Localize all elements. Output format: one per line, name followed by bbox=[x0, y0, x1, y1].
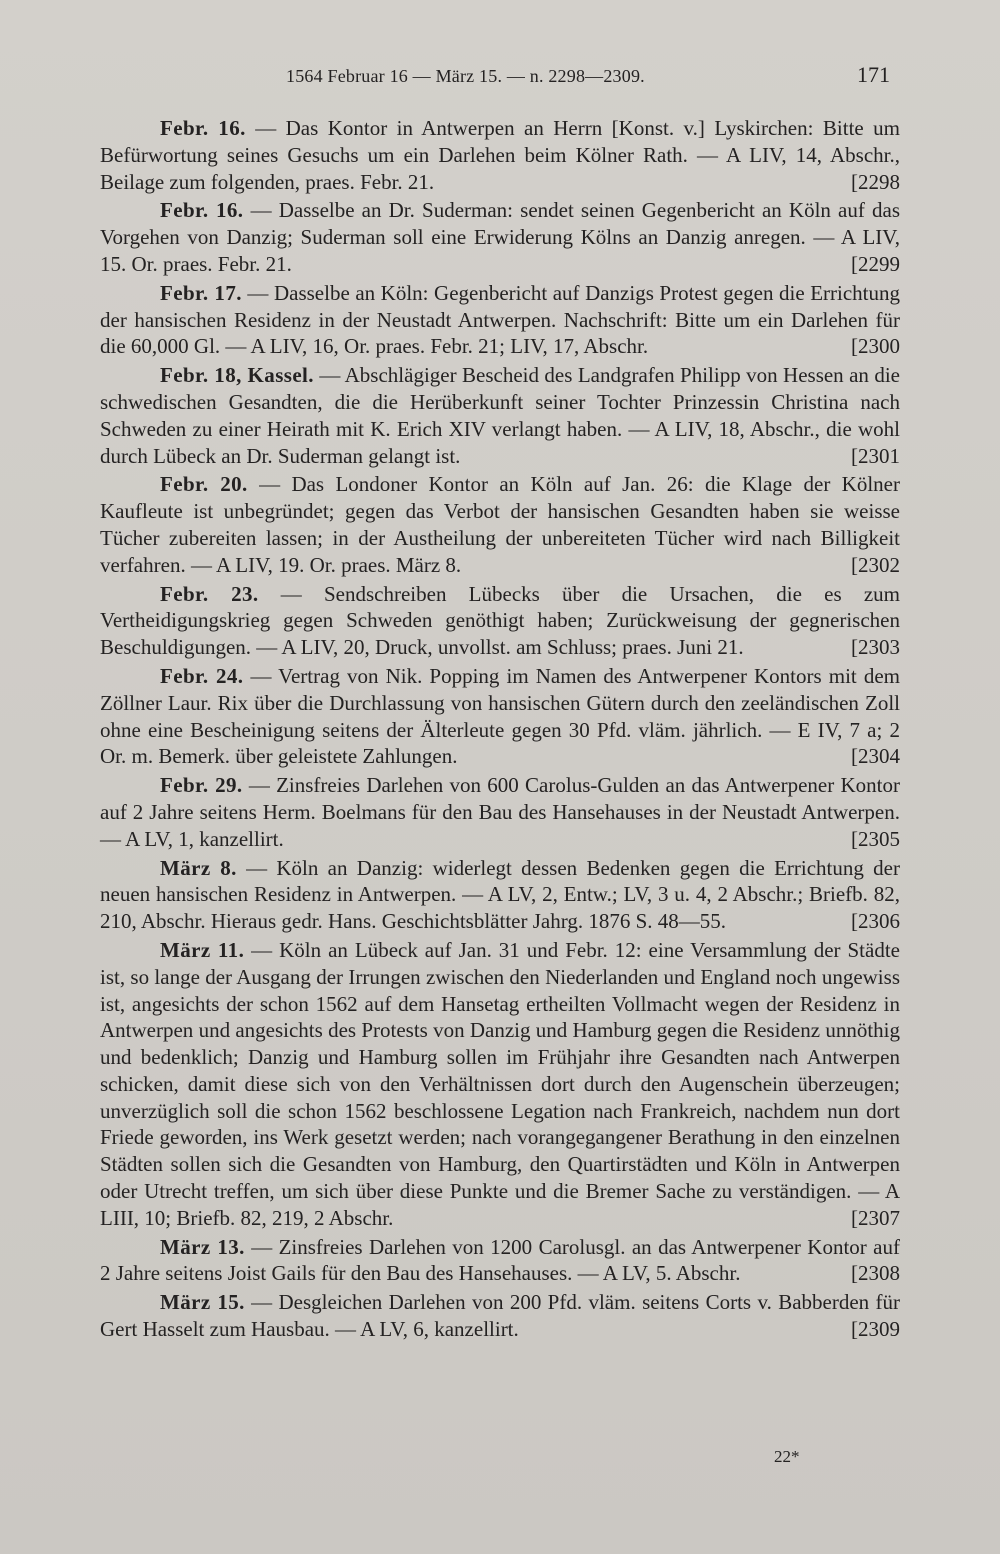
entry-text: — Zinsfreies Darlehen von 600 Carolus-Gulden an das Antwerpener Kontor auf 2 Jahre seitens Herm. Boelmans für den Bau des Hansehauses in der Neustadt Antwerpen. — A LV, 1, kanzellirt. bbox=[100, 773, 900, 851]
entry-date: Febr. 20. bbox=[160, 472, 248, 497]
entry-date: März 15. bbox=[160, 1290, 245, 1315]
entry-text: — Zinsfreies Darlehen von 1200 Carolusgl. an das Antwerpener Kontor auf 2 Jahre seitens Joist Gails für den Bau des Hansehauses. — A LV, 5. Abschr. bbox=[100, 1234, 900, 1286]
regesta-list bbox=[100, 115, 900, 1345]
running-head bbox=[96, 62, 896, 92]
entry-text: — Desgleichen Darlehen von 200 Pfd. vläm. seitens Corts v. Babberden für Gert Hasselt zum Hausbau. — A LV, 6, kanzellirt. bbox=[100, 1290, 900, 1342]
signature-mark: 22* bbox=[774, 1447, 800, 1466]
entry-number: [2299 bbox=[851, 251, 900, 276]
entry-date: Febr. 17. bbox=[160, 280, 242, 305]
regest-entry-2302 bbox=[100, 471, 900, 578]
entry-text: — Das Kontor in Antwerpen an Herrn [Konst. v.] Lyskirchen: Bitte um Befürwortung seines Gesuchs um ein Darlehen beim Kölner Rath. — A LIV, 14, Abschr., Beilage zum folgenden, praes. Febr. 21. bbox=[100, 116, 900, 194]
regest-entry-2309 bbox=[100, 1289, 900, 1343]
entry-text: — Köln an Danzig: widerlegt dessen Bedenken gegen die Errichtung der neuen hansischen Residenz in Antwerpen. — A LV, 2, Entw.; LV, 3 u. 4, 2 Abschr.; Briefb. 82, 210, Abschr. Hieraus gedr. Hans. Geschichtsblätter Jahrg. 1876 S. 48—55. bbox=[100, 855, 900, 934]
regest-entry-2304 bbox=[100, 663, 900, 770]
entry-number: [2305 bbox=[851, 826, 900, 851]
entry-date: Febr. 24. bbox=[160, 663, 244, 688]
page-number: 171 bbox=[857, 62, 890, 87]
entry-number: [2306 bbox=[851, 909, 900, 934]
entry-date: März 8. bbox=[160, 855, 237, 880]
entry-number: [2303 bbox=[851, 635, 900, 660]
regest-entry-2306 bbox=[100, 855, 900, 935]
regest-entry-2300 bbox=[100, 280, 900, 360]
entry-number: [2304 bbox=[851, 744, 900, 769]
entry-text: — Vertrag von Nik. Popping im Namen des Antwerpener Kontors mit dem Zöllner Laur. Rix über die Durchlassung von hansischen Gütern durch den zeeländischen Zoll ohne eine Bescheinigung seitens der Älterleute gegen 30 Pfd. vläm. jährlich. — E IV, 7 a; 2 Or. m. Bemerk. über geleistete Zahlungen. bbox=[100, 663, 900, 769]
entry-number: [2300 bbox=[851, 334, 900, 359]
entry-text: — Dasselbe an Dr. Suderman: sendet seinen Gegenbericht an Köln auf das Vorgehen von Danzig; Suderman soll eine Erwiderung Kölns an Danzig anregen. — A LIV, 15. Or. praes. Febr. 21. bbox=[100, 198, 900, 276]
entry-text: — Das Londoner Kontor an Köln auf Jan. 26: die Klage der Kölner Kaufleute ist unbegründet; gegen das Verbot der hansischen Gesandten haben sie weisse Tücher zubereiten lassen; in der Austheilung der unbereiteten Tücher wird nach Billigkeit verfahren. — A LIV, 19. Or. praes. März 8. bbox=[100, 472, 900, 577]
entry-number: [2308 bbox=[851, 1261, 900, 1286]
entry-date: Febr. 23. bbox=[160, 581, 259, 606]
entry-number: [2309 bbox=[851, 1317, 900, 1342]
regest-entry-2303 bbox=[100, 581, 900, 661]
entry-date: März 11. bbox=[160, 937, 245, 962]
entry-text: — Köln an Lübeck auf Jan. 31 und Febr. 12: eine Versammlung der Städte ist, so lange der Ausgang der Irrungen zwischen den Niederlanden und England noch ungewiss ist, angesichts der schon 1562 auf dem Hansetag ertheilten Vollmacht wegen der Residenz in Antwerpen und angesichts des Protests von Danzig und Hamburg gegen die Residenz unnöthig und bedenklich; Danzig und Hamburg sollen im Frühjahr ihre Gesandten nach Antwerpen schicken, damit diese sich von den Verhältnissen dort durch den Augenschein überzeugen; unverzüglich soll die schon 1562 beschlossene Legation nach Frankreich, nachdem nun dort Friede geworden, ins Werk gesetzt werden; nach vorangegangener Berathung in den einzelnen Städten sollen sich die Gesandten von Hamburg, den Quartirstädten und Köln in Antwerpen oder Utrecht treffen, um sich über diese Punkte und die Bremer Sache zu verständigen. — A LIII, 10; Briefb. 82, 219, 2 Abschr. bbox=[100, 937, 900, 1230]
entry-date: Febr. 16. bbox=[160, 198, 244, 223]
regest-entry-2307 bbox=[100, 937, 900, 1232]
regest-entry-2299 bbox=[100, 197, 900, 277]
entry-number: [2301 bbox=[851, 443, 900, 468]
entry-date: März 13. bbox=[160, 1234, 245, 1259]
regest-entry-2298 bbox=[100, 115, 900, 195]
entry-number: [2302 bbox=[851, 552, 900, 577]
entry-text: — Sendschreiben Lübecks über die Ursachen, die es zum Vertheidigungskrieg gegen Schweden genöthigt haben; Zurückweisung der gegnerischen Beschuldigungen. — A LIV, 20, Druck, unvollst. am Schluss; praes. Juni 21. bbox=[100, 581, 900, 660]
regest-entry-2301 bbox=[100, 362, 900, 469]
entry-text: — Abschlägiger Bescheid des Landgrafen Philipp von Hessen an die schwedischen Gesandten, die die Herüberkunft seiner Tochter Prinzessin Christina nach Schweden zu einer Heirath mit K. Erich XIV verlangt haben. — A LIV, 18, Abschr., die wohl durch Lübeck an Dr. Suderman gelangt ist. bbox=[100, 363, 900, 468]
running-head-title: 1564 Februar 16 — März 15. — n. 2298—2309. bbox=[286, 66, 645, 86]
regest-entry-2305 bbox=[100, 772, 900, 852]
entry-date: Febr. 18, Kassel. bbox=[160, 363, 314, 388]
regest-entry-2308 bbox=[100, 1234, 900, 1288]
entry-text: — Dasselbe an Köln: Gegenbericht auf Danzigs Protest gegen die Errichtung der hansischen Residenz in der Neustadt Antwerpen. Nachschrift: Bitte um ein Darlehen für die 60,000 Gl. — A LIV, 16, Or. praes. Febr. 21; LIV, 17, Abschr. bbox=[100, 280, 900, 359]
entry-number: [2298 bbox=[851, 169, 900, 194]
entry-date: Febr. 16. bbox=[160, 116, 246, 140]
entry-date: Febr. 29. bbox=[160, 773, 243, 798]
entry-number: [2307 bbox=[851, 1205, 900, 1230]
